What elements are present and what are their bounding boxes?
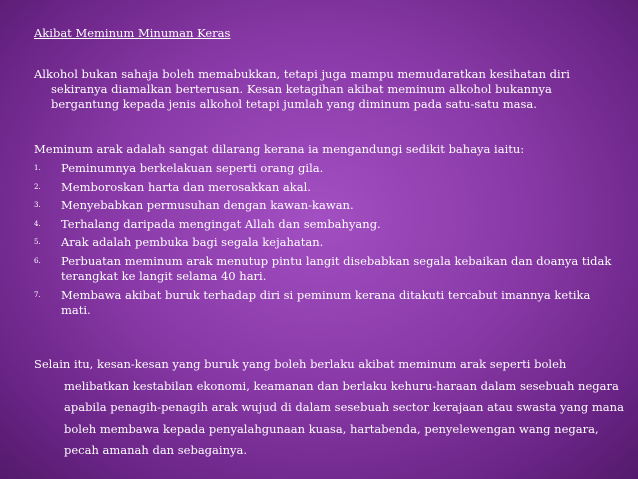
list-item <box>34 198 612 213</box>
list-item-text: Membawa akibat buruk terhadap diri si peminum kerana ditakuti tercabut imannya ketika mati. <box>61 287 591 317</box>
intro-paragraph: Alkohol bukan sahaja boleh memabukkan, tetapi juga mampu memudaratkan kesihatan diri sekiranya diamalkan berterusan. Kesan ketagihan akibat meminum alkohol bukannya bergantung kepada jenis alkohol tetapi jumlah yang diminum pada satu-satu masa. <box>34 67 570 111</box>
list-item-number: 5. <box>34 238 41 247</box>
list-item <box>34 180 612 195</box>
list-item-number: 7. <box>34 290 41 299</box>
list-item <box>34 217 612 232</box>
list-item-number: 1. <box>34 164 41 172</box>
list-item-number: 3. <box>34 201 41 210</box>
list-item-text: Terhalang daripada mengingat Allah dan sembahyang. <box>61 216 381 231</box>
effects-list <box>34 161 612 321</box>
list-item-text: Menyebabkan permusuhan dengan kawan-kawan. <box>61 198 354 213</box>
list-item <box>34 254 612 284</box>
slide-heading: Akibat Meminum Minuman Keras <box>34 26 231 40</box>
list-item <box>34 288 612 318</box>
list-intro-paragraph: Meminum arak adalah sangat dilarang kerana ia mengandungi sedikit bahaya iaitu: <box>34 142 525 156</box>
list-item-number: 6. <box>34 256 41 265</box>
list-item <box>34 161 612 176</box>
list-item-text: Perbuatan meminum arak menutup pintu langit disebabkan segala kebaikan dan doanya tidak terangkat ke langit selama 40 hari. <box>61 253 612 283</box>
list-item-text: Arak adalah pembuka bagi segala kejahatan. <box>61 235 324 250</box>
closing-paragraph: Selain itu, kesan-kesan yang buruk yang boleh berlaku akibat meminum arak seperti boleh melibatkan kestabilan ekonomi, keamanan dan berlaku kehuru-haraan dalam sesebuah negara apabila penagih-penagih arak wujud di dalam sesebuah sector kerajaan atau swasta yang mana boleh membawa kepada penyalahgunaan kuasa, hartabenda, penyelewengan wang negara, pecah amanah dan sebagainya. <box>34 357 624 457</box>
list-item-number: 2. <box>34 182 41 191</box>
list-item <box>34 235 612 250</box>
list-item-number: 4. <box>34 219 41 228</box>
list-item-text: Memboroskan harta dan merosakkan akal. <box>61 179 311 194</box>
list-item-text: Peminumnya berkelakuan seperti orang gila. <box>61 161 324 175</box>
